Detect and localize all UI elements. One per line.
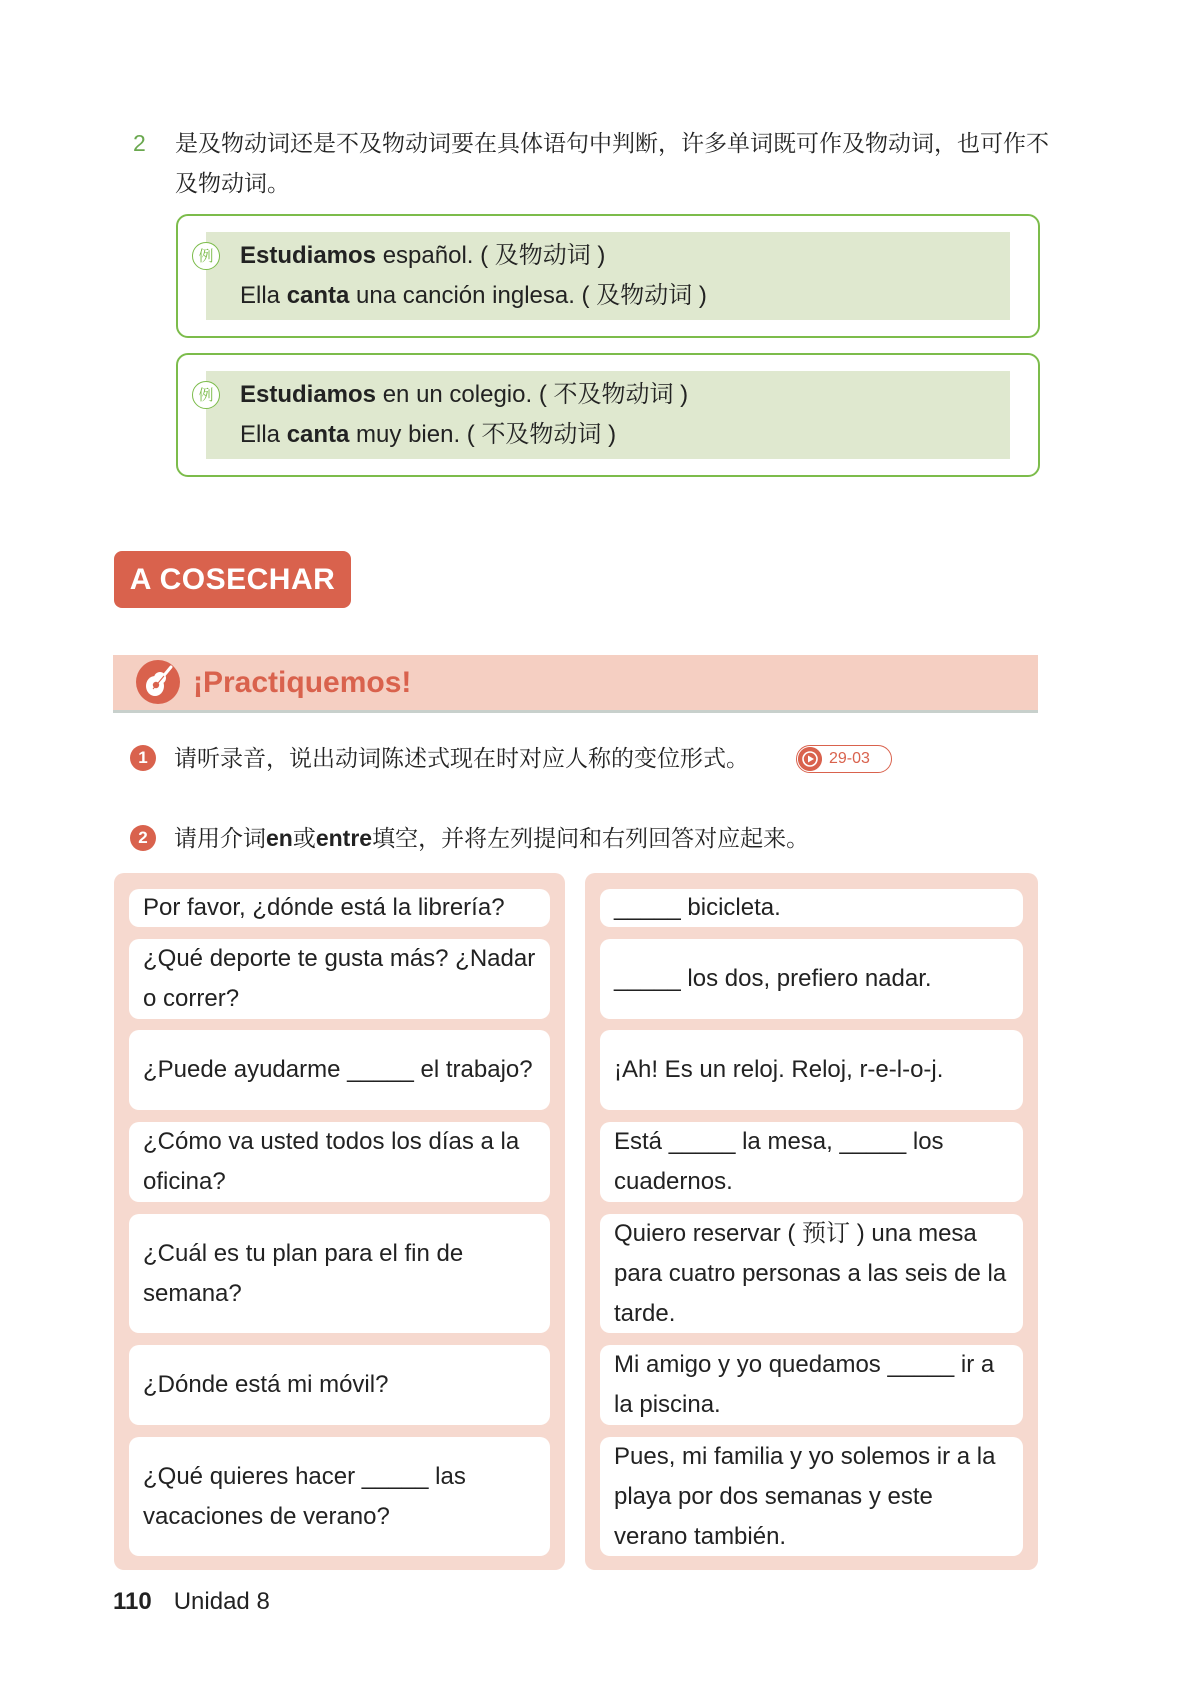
audio-code: 29-03 [829,750,870,767]
practice-title: ¡Practiquemos! [193,666,412,699]
page-footer [113,1585,270,1619]
example-line: Estudiamos en un colegio. ( 不及物动词 ) [240,381,689,408]
note-number: 2 [133,130,146,156]
task-number: 1 [130,745,156,771]
page-number: 110 [113,1588,152,1615]
question-cell: ¿Cómo va usted todos los días a la oficina? [129,1122,550,1202]
practice-header [113,655,1038,710]
answer-cell: Mi amigo y yo quedamos _____ ir a la piscina. [600,1345,1023,1425]
questions-panel [114,873,565,1570]
task-number: 2 [130,825,156,851]
answer-cell: _____ bicicleta. [600,889,1023,927]
answers-panel [585,873,1038,1570]
task-text: 请听录音，说出动词陈述式现在时对应人称的变位形式。 [174,745,749,771]
example-line: Ella canta muy bien. ( 不及物动词 ) [240,421,617,448]
question-cell: ¿Cuál es tu plan para el fin de semana? [129,1214,550,1333]
note-text: 是及物动词还是不及物动词要在具体语句中判断，许多单词既可作及物动词，也可作不及物动词。 [175,130,1049,196]
section-tag: A COSECHAR [114,551,351,608]
example-badge: 例 [192,242,220,270]
question-cell: ¿Dónde está mi móvil? [129,1345,550,1425]
example-line: Ella canta una canción inglesa. ( 及物动词 ) [240,282,707,309]
example-box-transitive [176,214,1040,338]
answer-cell: Quiero reservar ( 预订 ) una mesa para cuatro personas a las seis de la tarde. [600,1214,1023,1333]
play-icon [798,747,822,771]
task-text: 请用介词en或entre填空，并将左列提问和右列回答对应起来。 [174,825,810,851]
unit-label: Unidad 8 [173,1588,270,1615]
example-box-intransitive [176,353,1040,477]
answer-cell: Está _____ la mesa, _____ los cuadernos. [600,1122,1023,1202]
guitar-icon [135,659,181,705]
example-badge: 例 [192,381,220,409]
answer-cell: _____ los dos, prefiero nadar. [600,939,1023,1019]
question-cell: ¿Qué deporte te gusta más? ¿Nadar o correr? [129,939,550,1019]
question-cell: Por favor, ¿dónde está la librería? [129,889,550,927]
answer-cell: ¡Ah! Es un reloj. Reloj, r-e-l-o-j. [600,1030,1023,1110]
audio-track-button[interactable] [796,745,892,773]
question-cell: ¿Qué quieres hacer _____ las vacaciones de verano? [129,1437,550,1556]
example-line: Estudiamos español. ( 及物动词 ) [240,242,606,269]
question-cell: ¿Puede ayudarme _____ el trabajo? [129,1030,550,1110]
answer-cell: Pues, mi familia y yo solemos ir a la playa por dos semanas y este verano también. [600,1437,1023,1556]
